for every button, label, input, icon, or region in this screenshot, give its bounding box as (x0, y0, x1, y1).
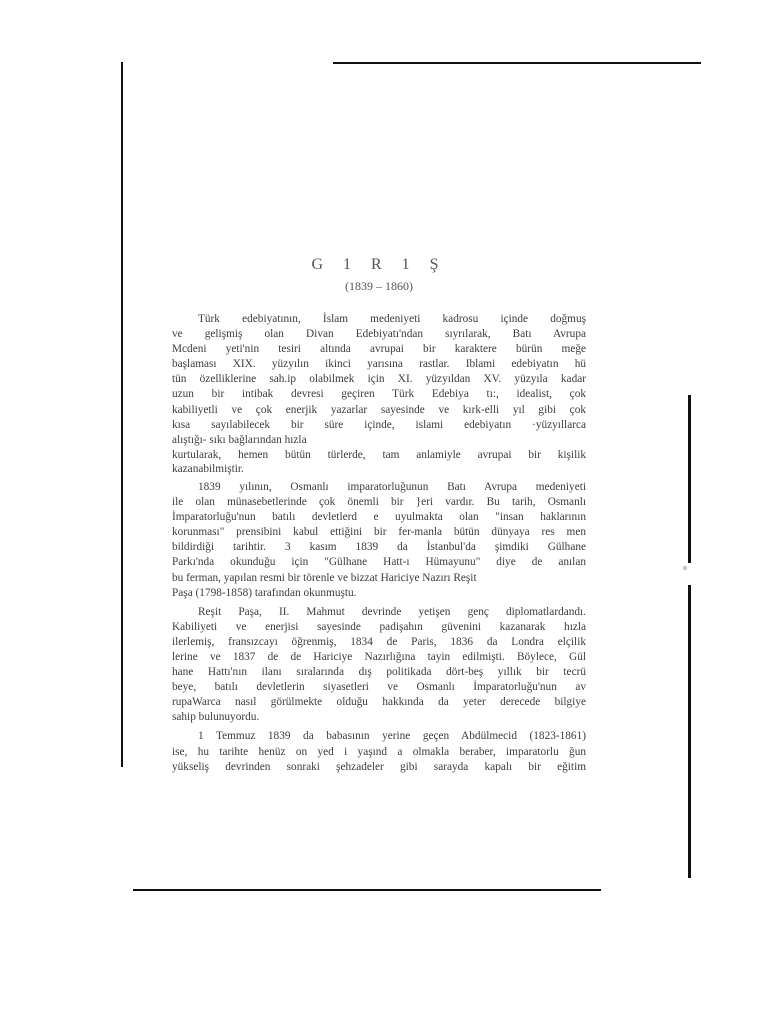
text-line: rupaWarca nasıl görülmekte olduğu hakkında da yeter derecede bilgiye (172, 696, 586, 709)
text-line: bu ferman, yapılan resmi bir törenle ve bizzat Hariciye Nazırı Reşit (172, 571, 477, 584)
left-margin-rule (121, 62, 123, 767)
text-line: 1839 yılının, Osmanlı imparatorluğunun Batı Avrupa medeniyeti (198, 480, 586, 493)
chapter-title: G 1 R 1 Ş (311, 256, 447, 273)
text-line: kısa sayılabilecek bir süre içinde, islami edebiyatın ·yüzyıllarca (172, 418, 586, 431)
text-line: ile olan münasebetlerinde çok önemli bir }eri vardır. Bu tarih, Osmanlı (172, 496, 586, 509)
body-text (172, 312, 586, 779)
text-line: ilerlemiş, fransızcayı öğrenmiş, 1834 de Paris, 1836 da Londra elçilik (172, 635, 586, 648)
chapter-years: (1839 – 1860) (345, 279, 413, 293)
scan-artifact (683, 566, 687, 570)
text-line: başlaması XIX. yüzyılın ikinci yarısına rastlar. Iblami edebiyatın hü (172, 358, 586, 371)
text-line: kabiliyetli ve çok enerjik yazarlar sayesinde ve kırk-elli yıl gibi çok (172, 403, 586, 416)
text-line: Parkı'nda okunduğu için "Gülhane Hatt-ı Hümayunu" diye de anılan (172, 556, 586, 569)
top-rule (333, 62, 701, 64)
text-line: yükseliş devrinden sonraki şehzadeler gibi sarayda kapalı bir eğitim (172, 760, 586, 773)
paragraph-1 (172, 312, 586, 476)
text-line: Mcdeni yeti'nin tesiri altında avrupai bir karaktere bürün meğe (172, 343, 586, 356)
text-line: ise, hu tarihte henüz on yed i yaşınd a olmakla beraber, imparatorlu ğun (172, 745, 586, 758)
text-line: tün özelliklerine sah.ip olabilmek için XI. yüzyıldan XV. yüzyıla kadar (172, 373, 586, 386)
text-line: beye, batılı devletlerin siyasetleri ve Osmanlı İmparatorluğu'nun av (172, 681, 586, 694)
text-line: lerine ve 1837 de de Hariciye Nazırlığına tayin edilmişti. Böylece, Gül (172, 650, 586, 663)
bottom-rule (133, 889, 601, 891)
text-line: sahip bulunuyordu. (172, 711, 260, 724)
text-line: korunması" prensibini kabul ettiğini bir fer-manla bütün dünyaya res men (172, 526, 586, 539)
text-line: Kabiliyeti ve enerjisi sayesinde padişahın güvenini kazanarak hızla (172, 620, 586, 633)
paragraph-4 (172, 729, 586, 774)
text-line: Türk edebiyatının, İslam medeniyeti kadrosu içinde doğmuş (198, 313, 586, 325)
text-line: bildirdiği tarihtir. 3 kasım 1839 da İstanbul'da şimdiki Gülhane (172, 541, 586, 554)
text-line: alıştığı- sıkı bağlarından hızla (172, 433, 307, 446)
text-line: 1 Temmuz 1839 da babasının yerine geçen Abdülmecid (1823-1861) (198, 730, 586, 743)
right-margin-rule-lower (688, 585, 691, 878)
text-line: ve gelişmiş olan Divan Edebiyatı'ndan sıyrılarak, Batı Avrupa (172, 328, 586, 341)
text-line: kurtularak, hemen bütün türlerde, tam anlamiyle avrupai bir kişilik (172, 448, 586, 461)
text-line: İmparatorluğu'nun batılı devletlerd e uyulmakta olan "insan haklarının (172, 511, 586, 524)
right-margin-rule-upper (688, 395, 691, 563)
text-line: hane Hattı'nın ilanı sıralarında dış politikada dört-beş yıllık bir tecrü (172, 666, 586, 679)
text-line: kazanabilmiştir. (172, 462, 244, 475)
paragraph-3 (172, 605, 586, 726)
text-line: Paşa (1798-1858) tarafından okunmuştu. (172, 586, 357, 599)
text-line: Reşit Paşa, II. Mahmut devrinde yetişen genç diplomatlardandı. (198, 605, 586, 618)
paragraph-2 (172, 480, 586, 601)
text-line: uzun bir intibak devresi geçiren Türk Edebiya tı:, idealist, çok (172, 388, 586, 401)
